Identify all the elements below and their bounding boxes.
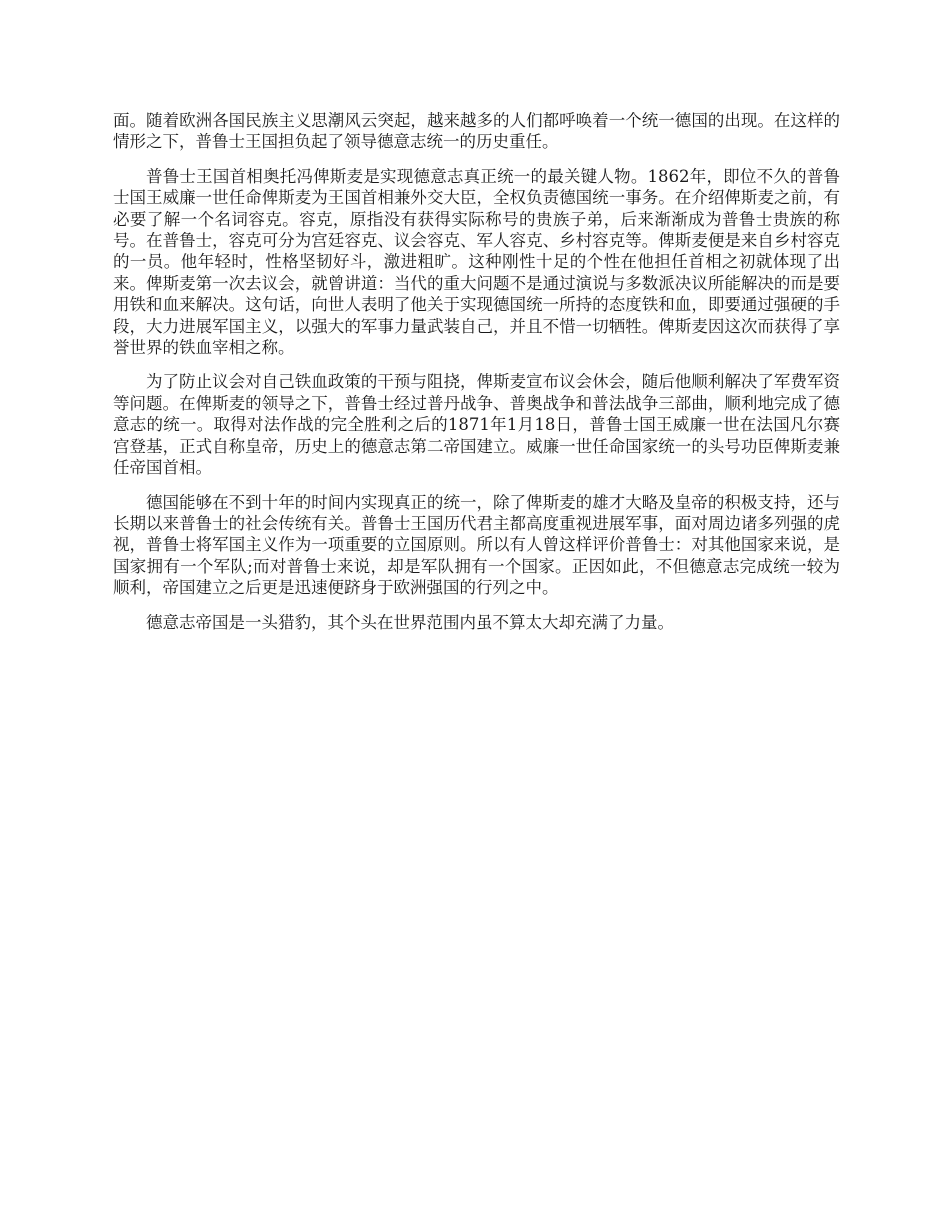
paragraph-bismarck: 普鲁士王国首相奥托冯俾斯麦是实现德意志真正统一的最关键人物。1862年，即位不久的普鲁士国王威廉一世任命俾斯麦为王国首相兼外交大臣，全权负责德国统一事务。在介绍俾斯麦之前，有必要了解一个名词容克。容克，原指没有获得实际称号的贵族子弟，后来渐渐成为普鲁士贵族的称号。在普鲁士，容克可分为宫廷容克、议会容克、军人容克、乡村容克等。俾斯麦便是来自乡村容克的一员。他年轻时，性格坚韧好斗，激进粗旷。这种刚性十足的个性在他担任首相之初就体现了出来。俾斯麦第一次去议会，就曾讲道：当代的重大问题不是通过演说与多数派决议所能解决的而是要用铁和血来解决。这句话，向世人表明了他关于实现德国统一所持的态度铁和血，即要通过强硬的手段，大力进展军国主义，以强大的军事力量武装自己，并且不惜一切牺牲。俾斯麦因这次而获得了享誉世界的铁血宰相之称。 [113, 166, 840, 358]
paragraph-conclusion: 德意志帝国是一头猎豹，其个头在世界范围内虽不算太大却充满了力量。 [146, 612, 674, 632]
paragraph-tradition: 德国能够在不到十年的时间内实现真正的统一，除了俾斯麦的雄才大略及皇帝的积极支持，还与长期以来普鲁士的社会传统有关。普鲁士王国历代君主都高度重视进展军事，面对周边诸多列强的虎视，普鲁士将军国主义作为一项重要的立国原则。所以有人曾这样评价普鲁士：对其他国家来说，是国家拥有一个军队;而对普鲁士来说，却是军队拥有一个国家。正因如此，不但德意志完成统一较为顺利，帝国建立之后更是迅速便跻身于欧洲强国的行列之中。 [113, 492, 840, 598]
document-page [113, 110, 840, 646]
paragraph-continuation: 面。随着欧洲各国民族主义思潮风云突起，越来越多的人们都呼唤着一个统一德国的出现。在这样的情形之下，普鲁士王国担负起了领导德意志统一的历史重任。 [113, 111, 840, 152]
paragraph-unification: 为了防止议会对自己铁血政策的干预与阻挠，俾斯麦宣布议会休会，随后他顺利解决了军费军资等问题。在俾斯麦的领导之下，普鲁士经过普丹战争、普奥战争和普法战争三部曲，顺利地完成了德意志的统一。取得对法作战的完全胜利之后的1871年1月18日，普鲁士国王威廉一世在法国凡尔赛宫登基，正式自称皇帝，历史上的德意志第二帝国建立。威廉一世任命国家统一的头号功臣俾斯麦兼任帝国首相。 [113, 372, 840, 478]
